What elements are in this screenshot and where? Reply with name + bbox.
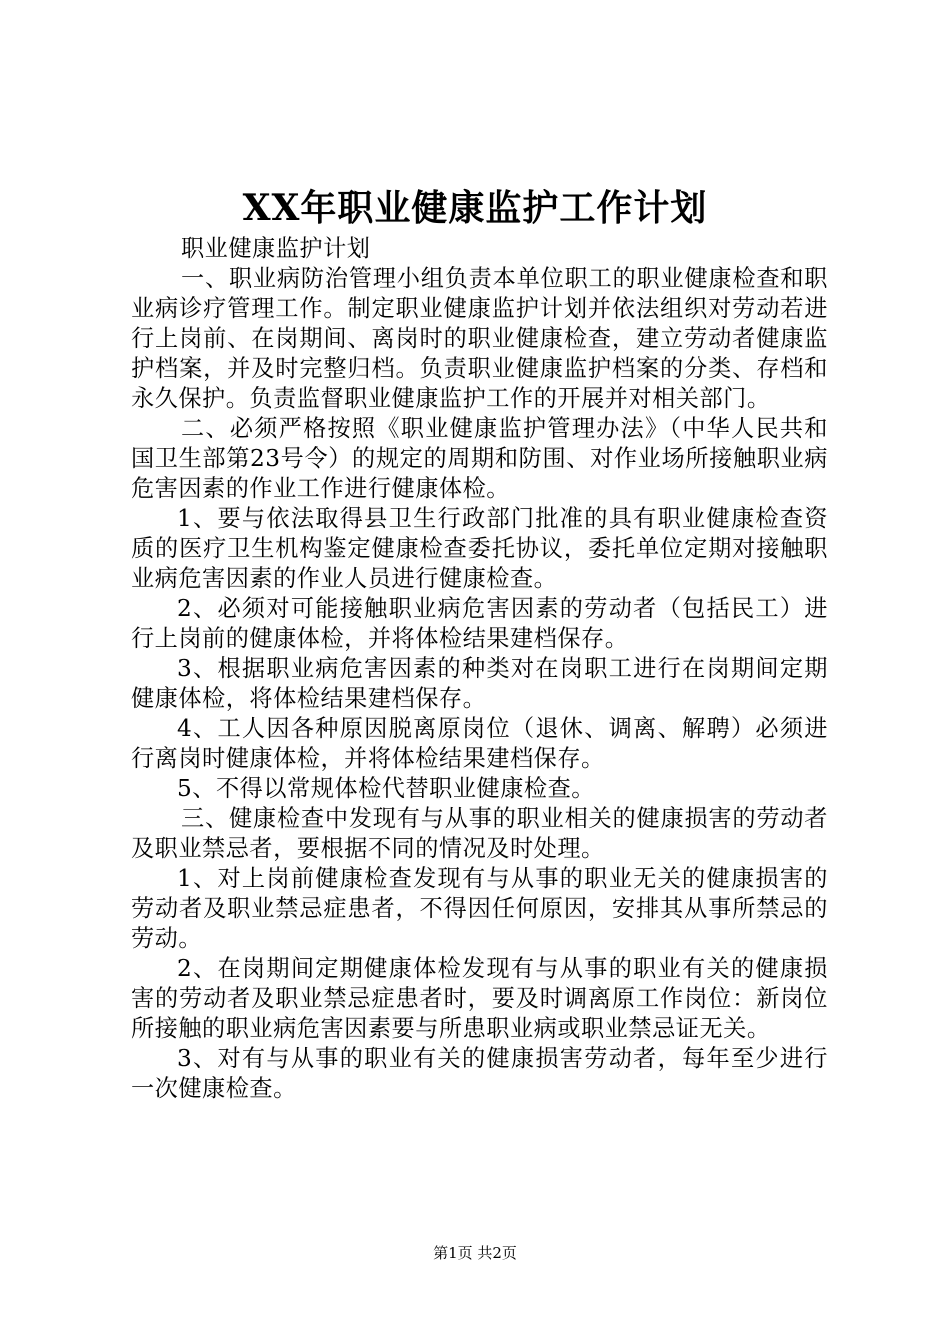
paragraph-subtitle: 职业健康监护计划 xyxy=(181,235,371,262)
document-body xyxy=(131,234,828,1104)
paragraph-section-3: 三、健康检查中发现有与从事的职业相关的健康损害的劳动者及职业禁忌者，要根据不同的情况及时处理。 xyxy=(131,805,828,862)
paragraph-item-2-2: 2、必须对可能接触职业病危害因素的劳动者（包括民工）进行上岗前的健康体检，并将体检结果建档保存。 xyxy=(131,595,828,652)
paragraph-section-1: 一、职业病防治管理小组负责本单位职工的职业健康检查和职业病诊疗管理工作。制定职业健康监护计划并依法组织对劳动若进行上岗前、在岗期间、离岗时的职业健康检查，建立劳动者健康监护档案，并及时完整归档。负责职业健康监护档案的分类、存档和永久保护。负责监督职业健康监护工作的开展并对相关部门。 xyxy=(131,265,828,412)
document-title: XX年职业健康监护工作计划 xyxy=(242,187,708,229)
paragraph-item-3-3: 3、对有与从事的职业有关的健康损害劳动者，每年至少进行一次健康检查。 xyxy=(131,1045,828,1102)
paragraph-section-2: 二、必须严格按照《职业健康监护管理办法》（中华人民共和国卫生部第23号令）的规定的周期和防围、对作业场所接触职业病危害因素的作业工作进行健康体检。 xyxy=(131,415,828,502)
paragraph-item-2-3: 3、根据职业病危害因素的种类对在岗职工进行在岗期间定期健康体检，将体检结果建档保存。 xyxy=(131,655,828,712)
paragraph-item-2-4: 4、工人因各种原因脱离原岗位（退休、调离、解聘）必须进行离岗时健康体检，并将体检结果建档保存。 xyxy=(131,715,828,772)
paragraph-item-2-1: 1、要与依法取得县卫生行政部门批准的具有职业健康检查资质的医疗卫生机构鉴定健康检查委托协议，委托单位定期对接触职业病危害因素的作业人员进行健康检查。 xyxy=(131,505,828,592)
paragraph-item-3-2: 2、在岗期间定期健康体检发现有与从事的职业有关的健康损害的劳动者及职业禁忌症患者时，要及时调离原工作岗位：新岗位所接触的职业病危害因素要与所患职业病或职业禁忌证无关。 xyxy=(131,955,828,1042)
paragraph-item-2-5: 5、不得以常规体检代替职业健康检查。 xyxy=(177,775,595,802)
paragraph-item-3-1: 1、对上岗前健康检查发现有与从事的职业无关的健康损害的劳动者及职业禁忌症患者，不得因任何原因，安排其从事所禁忌的劳动。 xyxy=(131,865,828,952)
page-footer: 第1页 共2页 xyxy=(433,1244,517,1262)
